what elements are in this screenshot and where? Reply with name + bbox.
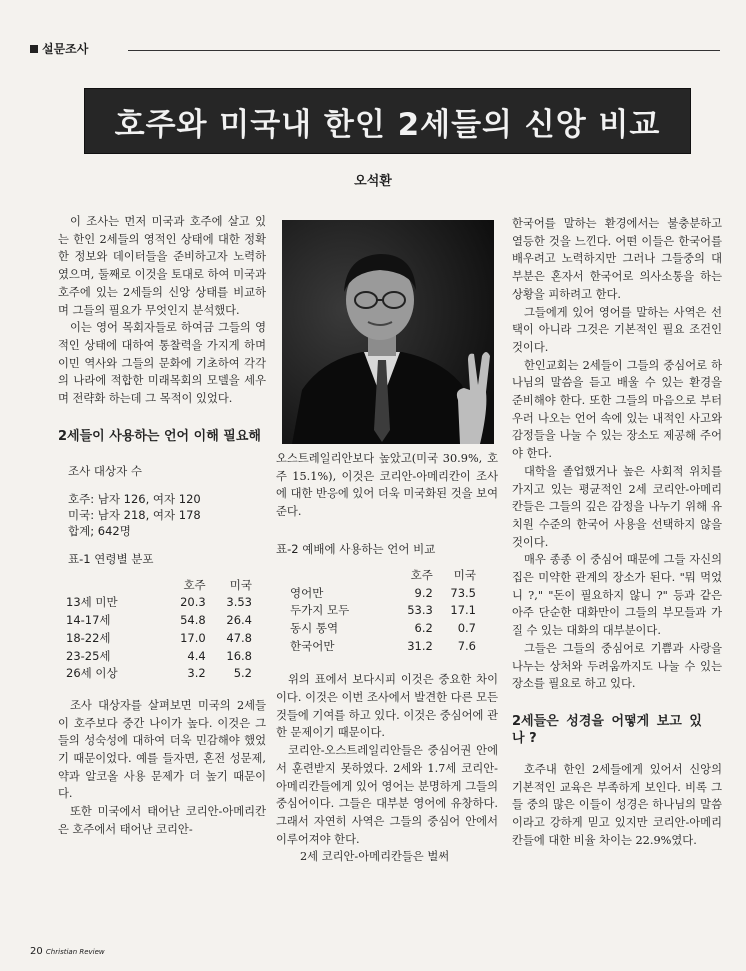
subject-line: 미국: 남자 218, 여자 178 (68, 507, 201, 522)
cell-au: 9.2 (414, 585, 433, 600)
cell-au: 17.0 (180, 630, 206, 645)
cell-us: 17.1 (450, 603, 476, 618)
right-column (512, 215, 722, 850)
paragraph: 호주내 한인 2세들에게 있어서 신앙의 기본적인 교육은 부족하게 보인다. 비록 그들 중의 많은 이들이 성경은 하나님의 말씀이라고 강하게 믿고 있지만 코리안-아메리칸들에 대한 비율 차이는 22.9%였다. (512, 762, 722, 847)
paragraph: 조사 대상자를 살펴보면 미국의 2세들이 호주보다 중간 나이가 높다. 이것은 그들의 성숙성에 대하여 더욱 민감해야 했었기 때문이었다. 예를 들자면, 혼전 성문제, 약과 알코올 사용 문제가 더 높기 때문이다. (58, 698, 266, 801)
page-number: 20 (30, 946, 43, 957)
table-header-row (290, 567, 476, 585)
table-header: 미국 (229, 577, 252, 592)
table-header: 미국 (453, 567, 476, 582)
cell-us: 47.8 (226, 630, 252, 645)
row-label: 동시 통역 (290, 620, 339, 635)
cell-au: 20.3 (180, 595, 206, 610)
table-header-row (66, 577, 252, 595)
subject-title: 조사 대상자 수 (68, 463, 142, 478)
paragraph: 한국어를 말하는 환경에서는 불충분하고 열등한 것을 느낀다. 어떤 이들은 한국어를 배우려고 노력하지만 그러나 그들중의 대부분은 혼자서 한국어로 의사소통을 하는 상황을 피하려고 한다. (512, 217, 722, 301)
table2 (290, 567, 476, 656)
cell-au: 31.2 (407, 638, 433, 653)
left-column (58, 213, 266, 839)
author-photo (282, 220, 494, 444)
subject-line: 호주: 남자 126, 여자 120 (68, 491, 201, 506)
square-bullet-icon (30, 45, 38, 53)
paragraph: 대학을 졸업했거나 높은 사회적 위치를 가지고 있는 평균적인 2세 코리안-아메리칸들은 그들의 깊은 감정을 나누기 위해 유치원 수준의 한국어 사용을 선택하지 않을 것이다. (512, 464, 722, 549)
cell-us: 0.7 (457, 620, 476, 635)
portrait-illustration (282, 220, 494, 444)
table-row (290, 585, 476, 603)
paragraph: 코리안-오스트레일리안들은 중심어권 안에서 훈련받지 못하였다. 2세와 1.7세 코리안-아메리칸들에게 있어 영어는 분명하게 그들의 중심어이다. 그들은 대부분 영어에 유창하다. 그래서 자연히 사역은 그들의 중심어 안에서 이루어져야 한다. (276, 744, 498, 846)
cell-au: 6.2 (414, 620, 433, 635)
table-header: 호주 (410, 567, 433, 582)
cell-us: 3.53 (226, 595, 252, 610)
paragraph: 그들에게 있어 영어를 말하는 사역은 선택이 아니라 그것은 기본적인 필요 조건인 것이다. (512, 305, 722, 354)
paragraph: 한인교회는 2세들이 그들의 중심어로 하나님의 말씀을 듣고 배울 수 있는 환경을 준비해야 한다. 또한 그들의 마음으로 부터 우러 나오는 언어 속에 있는 내적인 사고와 감정들을 나눌 수 있는 장소도 제공해 주어야 한다. (512, 358, 722, 461)
cell-au: 3.2 (187, 666, 206, 681)
table-row (290, 620, 476, 638)
cell-us: 73.5 (450, 585, 476, 600)
table-row (66, 612, 252, 630)
paragraph: 이 조사는 먼저 미국과 호주에 살고 있는 한인 2세들의 영적인 상태에 대한 정확한 정보와 데이터들을 준비하고자 노력하였으며, 둘째로 이것을 토대로 하여 미국과 호주에 있는 2세들의 신앙 상태를 비교하며 그들의 필요가 무엇인지 분석했다. (58, 215, 266, 317)
cell-au: 4.4 (187, 648, 206, 663)
table-row (290, 638, 476, 656)
row-label: 한국어만 (290, 638, 335, 653)
author-name: 오석환 (354, 174, 392, 189)
paragraph: 위의 표에서 보다시피 이것은 중요한 차이이다. 이것은 이번 조사에서 발견한 다른 모든 것들에 기여를 하고 있다. 이것은 중심어에 관한 문제이기 때문이다. (276, 673, 498, 740)
cell-us: 7.6 (457, 638, 476, 653)
section-rule (128, 50, 720, 51)
row-label: 23-25세 (66, 648, 111, 663)
table-header: 호주 (183, 577, 206, 592)
paragraph: 그들은 그들의 중심어로 기쁨과 사랑을 나누는 상처와 두려움까지도 나눌 수 있는 장소를 필요로 하고 있다. (512, 641, 722, 691)
cell-us: 5.2 (233, 666, 252, 681)
article-title: 호주와 미국내 한인 2세들의 신앙 비교 (114, 106, 661, 143)
table-row (66, 594, 252, 612)
table1 (66, 577, 252, 683)
table-row (66, 630, 252, 648)
cell-us: 16.8 (226, 648, 252, 663)
row-label: 18-22세 (66, 630, 111, 645)
row-label: 26세 이상 (66, 666, 118, 681)
table2-title (276, 541, 458, 557)
title-banner (84, 88, 691, 154)
cell-us: 26.4 (226, 613, 252, 628)
row-label: 14-17세 (66, 613, 111, 628)
row-label: 두가지 모두 (290, 603, 350, 618)
table-row (66, 648, 252, 666)
cell-au: 53.3 (407, 603, 433, 618)
section-label: 설문조사 (30, 40, 88, 57)
magazine-name: Christian Review (45, 948, 105, 956)
table-row (66, 665, 252, 683)
row-label: 13세 미만 (66, 595, 118, 610)
paragraph: 이는 영어 목회자들로 하여금 그들의 영적인 상태에 대하여 통찰력을 가지게 하며 이민 역사와 그들의 문화에 기초하여 각각의 나라에 적합한 미래목회의 모델을 세우며 전략화 하는데 그 목적이 있었다. (58, 321, 266, 406)
cell-au: 54.8 (180, 613, 206, 628)
table-row (290, 602, 476, 620)
paragraph: 매우 종종 이 중심어 때문에 그들 자신의 집은 미약한 관계의 장소가 된다. "뭐 먹었니 ?," "돈이 필요하지 않니 ?" 등과 같은 아주 단순한 대화만이 그들의 부모들과 가질 수 있는 대화의 대부분이다. (512, 553, 722, 638)
table1-title: 표-1 연령별 분포 (68, 551, 154, 566)
paragraph: 2세 코리안-아메리칸들은 벌써 (300, 850, 450, 864)
subheading: 2세들이 사용하는 언어 이해 필요해 (58, 428, 261, 444)
row-label: 영어만 (290, 585, 324, 600)
table2-title-text: 표-2 예배에 사용하는 언어 비교 (276, 541, 436, 556)
paragraph: 오스트레일리안보다 높았고(미국 30.9%, 호주 15.1%), 이것은 코리안-아메리칸이 조사에 대한 반응에 있어 더욱 미국화된 것을 보여준다. (276, 452, 498, 519)
subheading: 2세들은 성경을 어떻게 보고 있나 ? (512, 713, 702, 746)
page-footer (30, 946, 105, 957)
paragraph: 또한 미국에서 태어난 코리안-아메리칸은 호주에서 태어난 코리안- (58, 805, 266, 836)
subject-line: 합계; 642명 (68, 523, 131, 538)
middle-column (276, 450, 498, 866)
